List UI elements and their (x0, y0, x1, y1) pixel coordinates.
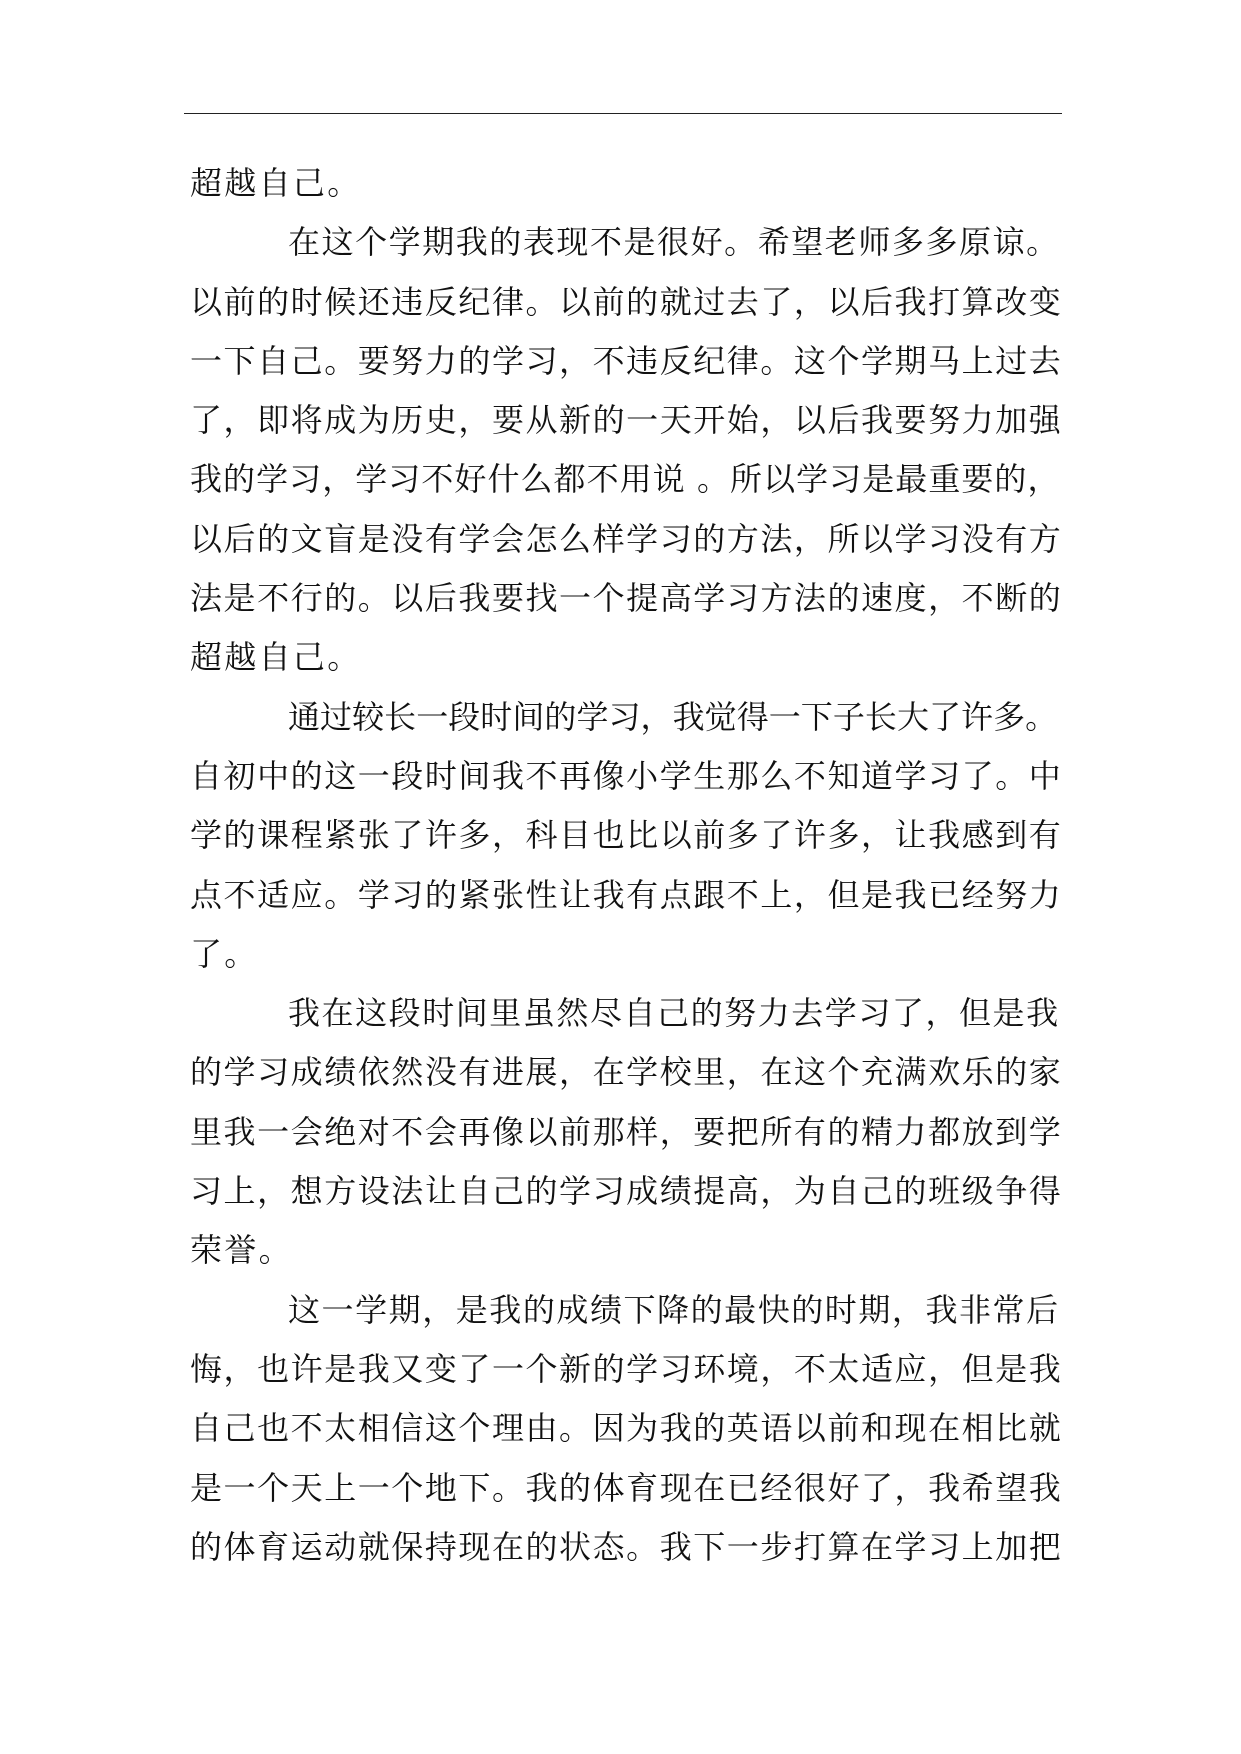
text-line: 了，即将成为历史，要从新的一天开始，以后我要努力加强 (190, 401, 1063, 440)
text-line: 点不适应。学习的紧张性让我有点跟不上，但是我已经努力 (190, 875, 1063, 914)
text-line: 我的学习，学习不好什么都不用说 。所以学习是最重要的， (190, 460, 1061, 499)
header-rule (184, 113, 1062, 114)
text-line: 里我一会绝对不会再像以前那样，要把所有的精力都放到学 (190, 1112, 1063, 1151)
text-line: 我在这段时间里虽然尽自己的努力去学习了，但是我 (288, 994, 1060, 1033)
text-line: 在这个学期我的表现不是很好。希望老师多多原谅。 (288, 223, 1060, 262)
text-line: 荣誉。 (190, 1231, 293, 1270)
text-line: 是一个天上一个地下。我的体育现在已经很好了，我希望我 (190, 1468, 1063, 1507)
text-line: 的体育运动就保持现在的状态。我下一步打算在学习上加把 (190, 1527, 1063, 1566)
text-line: 超越自己。 (190, 638, 362, 677)
text-line: 了。 (190, 934, 259, 973)
text-line: 悔，也许是我又变了一个新的学习环境，不太适应，但是我 (190, 1349, 1063, 1388)
text-line: 通过较长一段时间的学习，我觉得一下子长大了许多。 (288, 697, 1058, 736)
text-line: 这一学期，是我的成绩下降的最快的时期，我非常后 (288, 1290, 1060, 1329)
text-line: 以后的文盲是没有学会怎么样学习的方法，所以学习没有方 (190, 519, 1063, 558)
text-line: 学的课程紧张了许多，科目也比以前多了许多，让我感到有 (190, 816, 1063, 855)
text-line: 以前的时候还违反纪律。以前的就过去了，以后我打算改变 (190, 282, 1063, 321)
text-line: 习上，想方设法让自己的学习成绩提高，为自己的班级争得 (190, 1172, 1063, 1211)
text-line: 自初中的这一段时间我不再像小学生那么不知道学习了。中 (190, 756, 1063, 795)
text-line: 的学习成绩依然没有进展，在学校里，在这个充满欢乐的家 (190, 1053, 1063, 1092)
text-line: 一下自己。要努力的学习，不违反纪律。这个学期马上过去 (190, 341, 1063, 380)
text-line: 自己也不太相信这个理由。因为我的英语以前和现在相比就 (190, 1409, 1063, 1448)
text-line: 超越自己。 (190, 164, 362, 202)
text-line: 法是不行的。以后我要找一个提高学习方法的速度，不断的 (190, 579, 1063, 618)
document-body (190, 154, 1063, 1577)
